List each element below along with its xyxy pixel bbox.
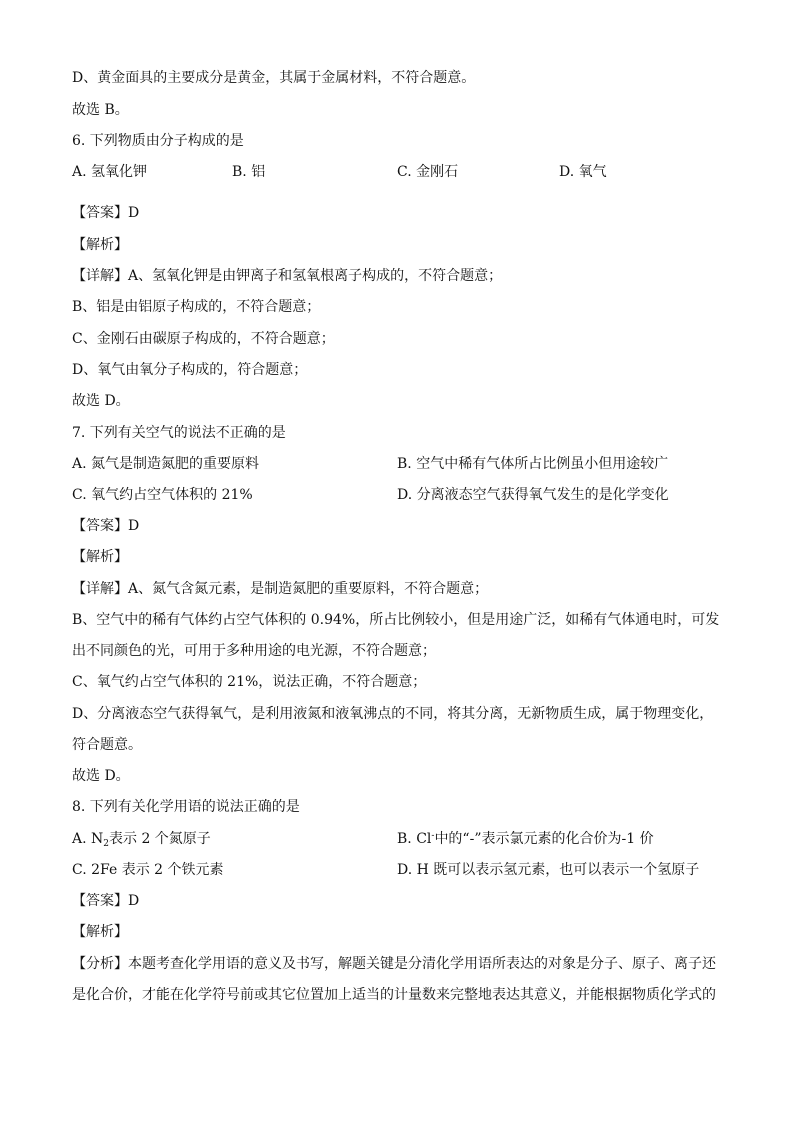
prev-conclusion: 故选 B。	[72, 102, 129, 118]
q7-option-c: C. 氧气约占空气体积的 21%	[72, 487, 253, 503]
q8-analysis-line: 是化合价，才能在化学符号前或其它位置加上适当的计量数来完整地表达其意义，并能根据物质化学式的	[72, 987, 716, 1003]
q7-conclusion: 故选 D。	[72, 768, 130, 784]
q6-option-d: D. 氧气	[559, 164, 607, 180]
q8-option-c: C. 2Fe 表示 2 个铁元素	[72, 862, 224, 878]
q8-analysis-heading: 【解析】	[72, 924, 128, 940]
q7-detail-line: D、分离液态空气获得氧气，是利用液氮和液氧沸点的不同，将其分离，无新物质生成，属于物理变化，	[72, 706, 714, 722]
q6-option-c: C. 金刚石	[397, 164, 459, 180]
q6-detail-line: D、氧气由氧分子构成的，符合题意；	[72, 362, 308, 378]
q7-detail-line: C、氧气约占空气体积的 21%，说法正确，不符合题意；	[72, 674, 427, 690]
q6-option-a: A. 氢氧化钾	[72, 164, 148, 180]
q7-detail-line: 出不同颜色的光，可用于多种用途的电光源，不符合题意；	[72, 643, 436, 659]
q7-answer: 【答案】D	[72, 518, 140, 534]
q8-question: 8. 下列有关化学用语的说法正确的是	[72, 799, 300, 815]
q8-option-a-prefix: A. N	[72, 831, 104, 847]
q7-detail-line: 【详解】A、氮气含氮元素，是制造氮肥的重要原料，不符合题意；	[72, 581, 489, 597]
q6-analysis-heading: 【解析】	[72, 237, 128, 253]
q8-option-b-text: 中的“-”表示氯元素的化合价为-1 价	[434, 831, 654, 847]
q8-option-a-text: 表示 2 个氮原子	[109, 831, 211, 847]
q8-option-b	[397, 830, 654, 848]
q8-option-d: D. H 既可以表示氢元素，也可以表示一个氢原子	[397, 862, 700, 878]
q7-analysis-heading: 【解析】	[72, 549, 128, 565]
q6-detail-line: 【详解】A、氢氧化钾是由钾离子和氢氧根离子构成的，不符合题意；	[72, 268, 503, 284]
q6-detail-line: B、铝是由铝原子构成的，不符合题意；	[72, 299, 321, 315]
q7-option-a: A. 氮气是制造氮肥的重要原料	[72, 456, 260, 472]
q7-option-d: D. 分离液态空气获得氧气发生的是化学变化	[397, 487, 669, 503]
q6-conclusion: 故选 D。	[72, 393, 130, 409]
q8-analysis-line: 【分析】本题考查化学用语的意义及书写，解题关键是分清化学用语所表达的对象是分子、原子、离子还	[72, 956, 716, 972]
q6-detail-line: C、金刚石由碳原子构成的，不符合题意；	[72, 331, 335, 347]
q6-question: 6. 下列物质由分子构成的是	[72, 133, 244, 149]
prev-option-d-explanation: D、黄金面具的主要成分是黄金，其属于金属材料，不符合题意。	[72, 70, 476, 86]
q8-option-a	[72, 830, 211, 848]
q6-answer: 【答案】D	[72, 205, 140, 221]
q7-detail-line: 符合题意。	[72, 737, 142, 753]
q8-option-a-subscript: 2	[103, 839, 109, 849]
q8-option-b-prefix: B. Cl	[397, 831, 432, 847]
q7-question: 7. 下列有关空气的说法不正确的是	[72, 425, 286, 441]
q6-option-b: B. 铝	[232, 164, 266, 180]
q7-detail-line: B、空气中的稀有气体约占空气体积的 0.94%，所占比例较小，但是用途广泛，如稀有气体通电时，可发	[72, 612, 720, 628]
q8-answer: 【答案】D	[72, 893, 140, 909]
q7-option-b: B. 空气中稀有气体所占比例虽小但用途较广	[397, 456, 669, 472]
q8-option-b-superscript: -	[431, 831, 435, 841]
